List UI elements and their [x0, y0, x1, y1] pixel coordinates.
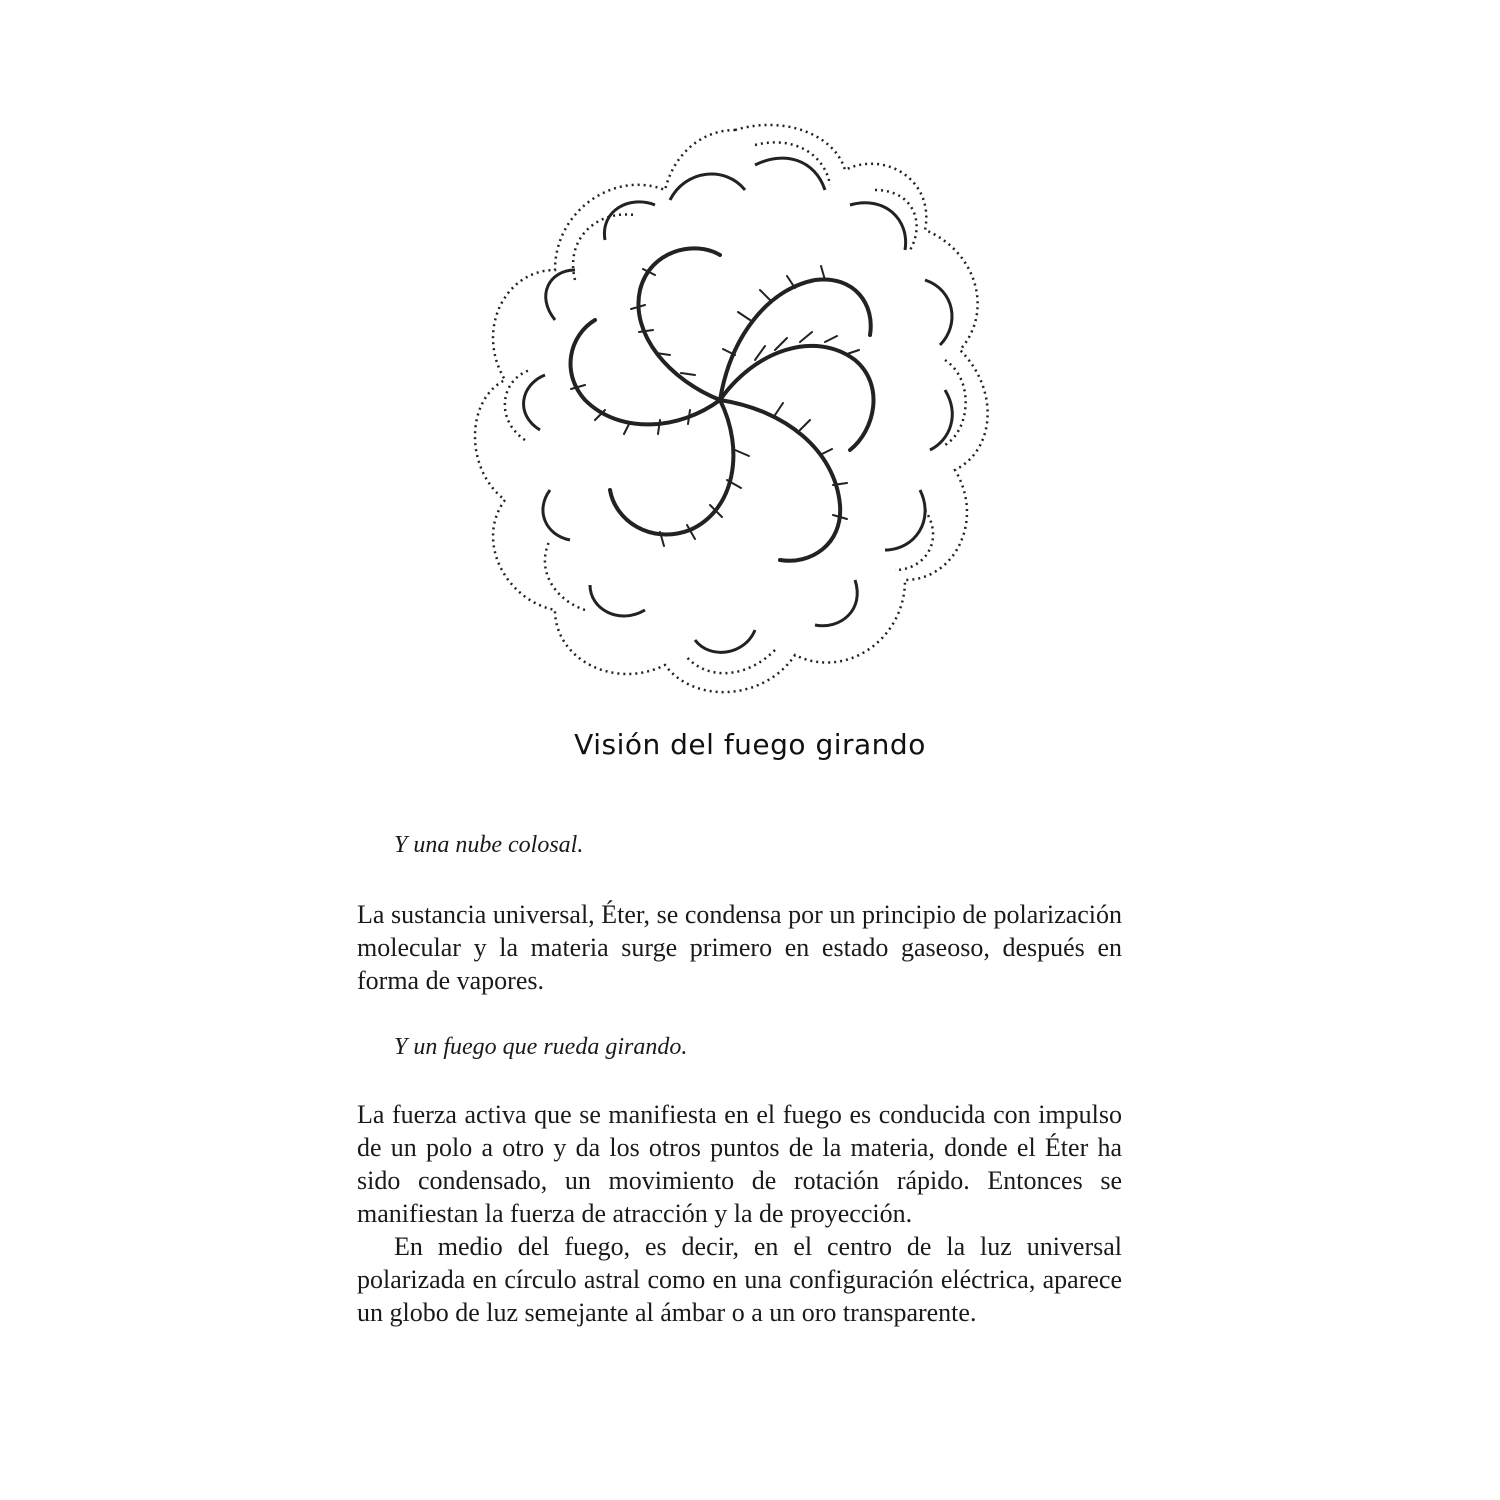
figure-caption: Visión del fuego girando [574, 728, 926, 761]
spiral-arms [571, 248, 874, 560]
paragraph-text: La sustancia universal, Éter, se condensa por un principio de polarización molecular y la materia surge primero en estado gaseoso, después en forma de vapores. [357, 900, 1122, 995]
verse-cloud: Y una nube colosal. [394, 832, 584, 858]
verse-fire: Y un fuego que rueda girando. [394, 1034, 688, 1060]
swirling-fire-illustration [455, 110, 1015, 710]
paragraph-text: La fuerza activa que se manifiesta en el fuego es conducida con impulso de un polo a otro y da los otros puntos de la materia, donde el Éter ha sido condensado, un movimiento de rotación rápido. Entonces se manifiestan la fuerza de atracción y la de proyección. [357, 1100, 1122, 1228]
swirling-fire-icon [455, 110, 1015, 710]
paragraph-ether [357, 898, 1122, 997]
paragraph-text: En medio del fuego, es decir, en el centro de la luz universal polarizada en círculo astral como en una configuración eléctrica, aparece un globo de luz semejante al ámbar o a un oro transparente. [357, 1232, 1122, 1327]
paragraph-force [357, 1098, 1122, 1329]
cloud-outline [475, 125, 988, 692]
